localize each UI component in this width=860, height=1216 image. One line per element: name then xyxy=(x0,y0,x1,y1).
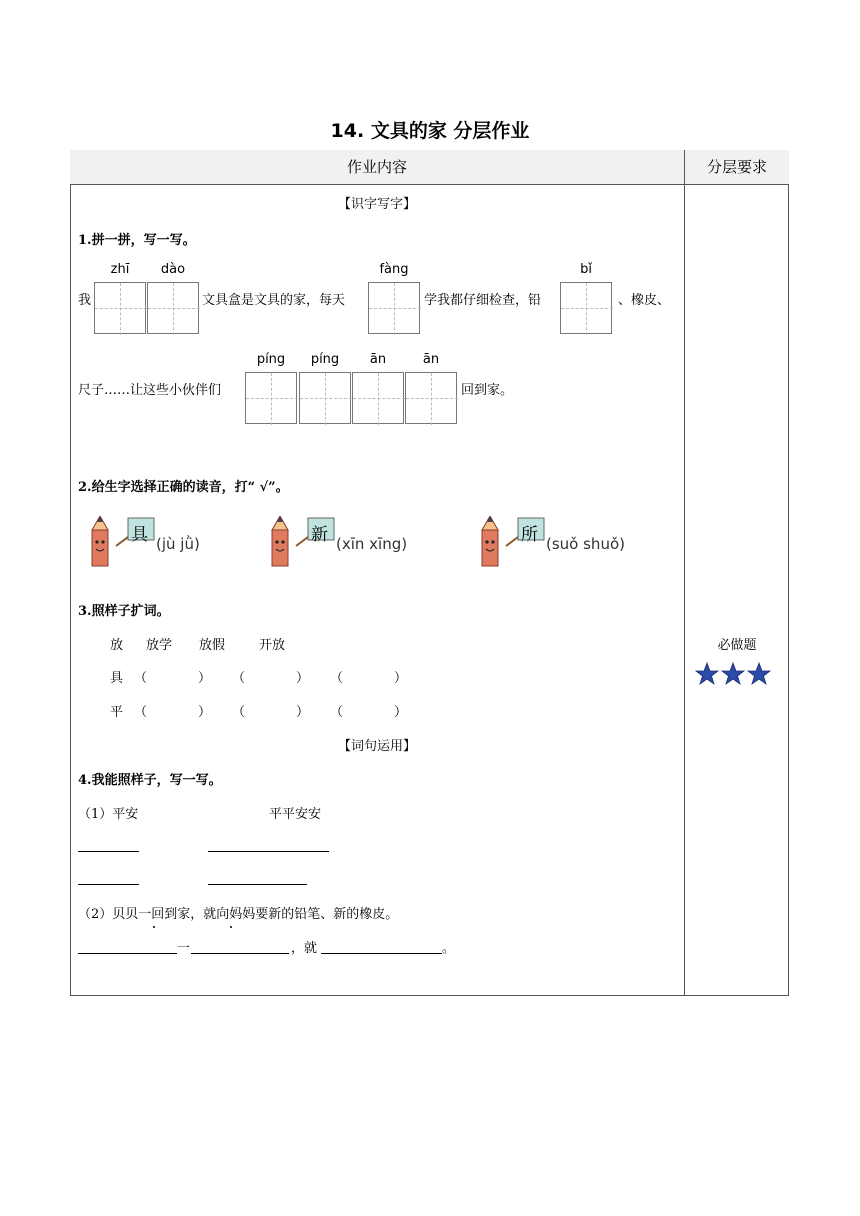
paren-open: （ xyxy=(232,671,246,686)
paren-close: ） xyxy=(296,671,310,686)
pinyin-label: zhī xyxy=(110,262,130,277)
q1-text: 、橡皮、 xyxy=(618,293,671,308)
q2-options[interactable]: (jù jǜ) xyxy=(156,535,200,553)
answer-line[interactable] xyxy=(78,851,139,852)
star-icon xyxy=(721,662,745,686)
pinyin-label: ān xyxy=(422,352,440,367)
section-literacy: 【识字写字】 xyxy=(337,197,416,212)
writing-grid-box[interactable] xyxy=(405,372,457,424)
paren-close: ） xyxy=(296,705,310,720)
column-divider xyxy=(684,150,685,996)
page-title: 14. 文具的家 分层作业 xyxy=(330,120,530,142)
emphasis-dot xyxy=(153,926,155,928)
answer-line[interactable] xyxy=(191,953,289,954)
pinyin-label: fàng xyxy=(379,262,409,277)
paren-open: （ xyxy=(330,705,344,720)
writing-grid-box[interactable] xyxy=(245,372,297,424)
writing-grid-box[interactable] xyxy=(299,372,351,424)
pinyin-label: píng xyxy=(310,352,340,367)
writing-grid-box[interactable] xyxy=(368,282,420,334)
q3-row-char: 平 xyxy=(110,705,124,720)
rating-stars xyxy=(695,662,775,688)
writing-grid-box[interactable] xyxy=(94,282,146,334)
paren-open: （ xyxy=(134,705,148,720)
q2-char: 新 xyxy=(311,525,328,545)
q2-options[interactable]: (suǒ shuǒ) xyxy=(546,535,625,553)
q4-part2-sentence: （2）贝贝一回到家，就向妈妈要新的铅笔、新的橡皮。 xyxy=(78,907,399,922)
q4-heading: 4.我能照样子，写一写。 xyxy=(78,773,222,788)
answer-line[interactable] xyxy=(78,953,177,954)
q1-text: 文具盒是文具的家，每天 xyxy=(202,293,346,308)
q1-text: 学我都仔细检查，铅 xyxy=(424,293,542,308)
q2-char: 所 xyxy=(521,525,538,545)
level-label: 必做题 xyxy=(717,638,757,653)
paren-close: ） xyxy=(198,705,212,720)
q1-text: 回到家。 xyxy=(461,383,514,398)
answer-line[interactable] xyxy=(78,884,139,885)
q4-fill-text: 一 xyxy=(177,941,191,956)
emphasis-dot xyxy=(230,926,232,928)
q4-fill-text: 。 xyxy=(442,941,456,956)
header-content: 作业内容 xyxy=(346,158,407,176)
q3-example-word: 开放 xyxy=(259,638,286,653)
pinyin-label: ān xyxy=(369,352,387,367)
pinyin-label: bǐ xyxy=(580,262,592,277)
q4-fill-text: ，就 xyxy=(291,941,318,956)
q3-example-word: 放学 xyxy=(146,638,173,653)
q3-row-char: 具 xyxy=(110,671,124,686)
q4-part1-example: 平平安安 xyxy=(269,807,322,822)
section-usage: 【词句运用】 xyxy=(337,739,416,754)
pinyin-label: dào xyxy=(160,262,186,277)
q4-part1-label: （1）平安 xyxy=(78,807,139,822)
q3-heading: 3.照样子扩词。 xyxy=(78,604,170,619)
writing-grid-box[interactable] xyxy=(352,372,404,424)
paren-open: （ xyxy=(330,671,344,686)
q1-heading: 1.拼一拼，写一写。 xyxy=(78,233,196,248)
pinyin-label: píng xyxy=(256,352,286,367)
q3-example-word: 放假 xyxy=(199,638,226,653)
paren-open: （ xyxy=(134,671,148,686)
paren-close: ） xyxy=(394,705,408,720)
q3-example-word: 放 xyxy=(110,638,124,653)
answer-line[interactable] xyxy=(208,884,307,885)
answer-line[interactable] xyxy=(321,953,442,954)
q2-char: 具 xyxy=(131,525,148,545)
answer-line[interactable] xyxy=(208,851,329,852)
writing-grid-box[interactable] xyxy=(147,282,199,334)
q2-options[interactable]: (xīn xīng) xyxy=(336,535,408,553)
q1-text: 尺子……让这些小伙伴们 xyxy=(78,383,222,398)
paren-close: ） xyxy=(198,671,212,686)
q2-heading: 2.给生字选择正确的读音，打“ √”。 xyxy=(78,480,289,495)
paren-close: ） xyxy=(394,671,408,686)
writing-grid-box[interactable] xyxy=(560,282,612,334)
header-level: 分层要求 xyxy=(706,158,767,176)
star-icon xyxy=(747,662,771,686)
star-icon xyxy=(695,662,719,686)
paren-open: （ xyxy=(232,705,246,720)
q1-text: 我 xyxy=(78,293,92,308)
